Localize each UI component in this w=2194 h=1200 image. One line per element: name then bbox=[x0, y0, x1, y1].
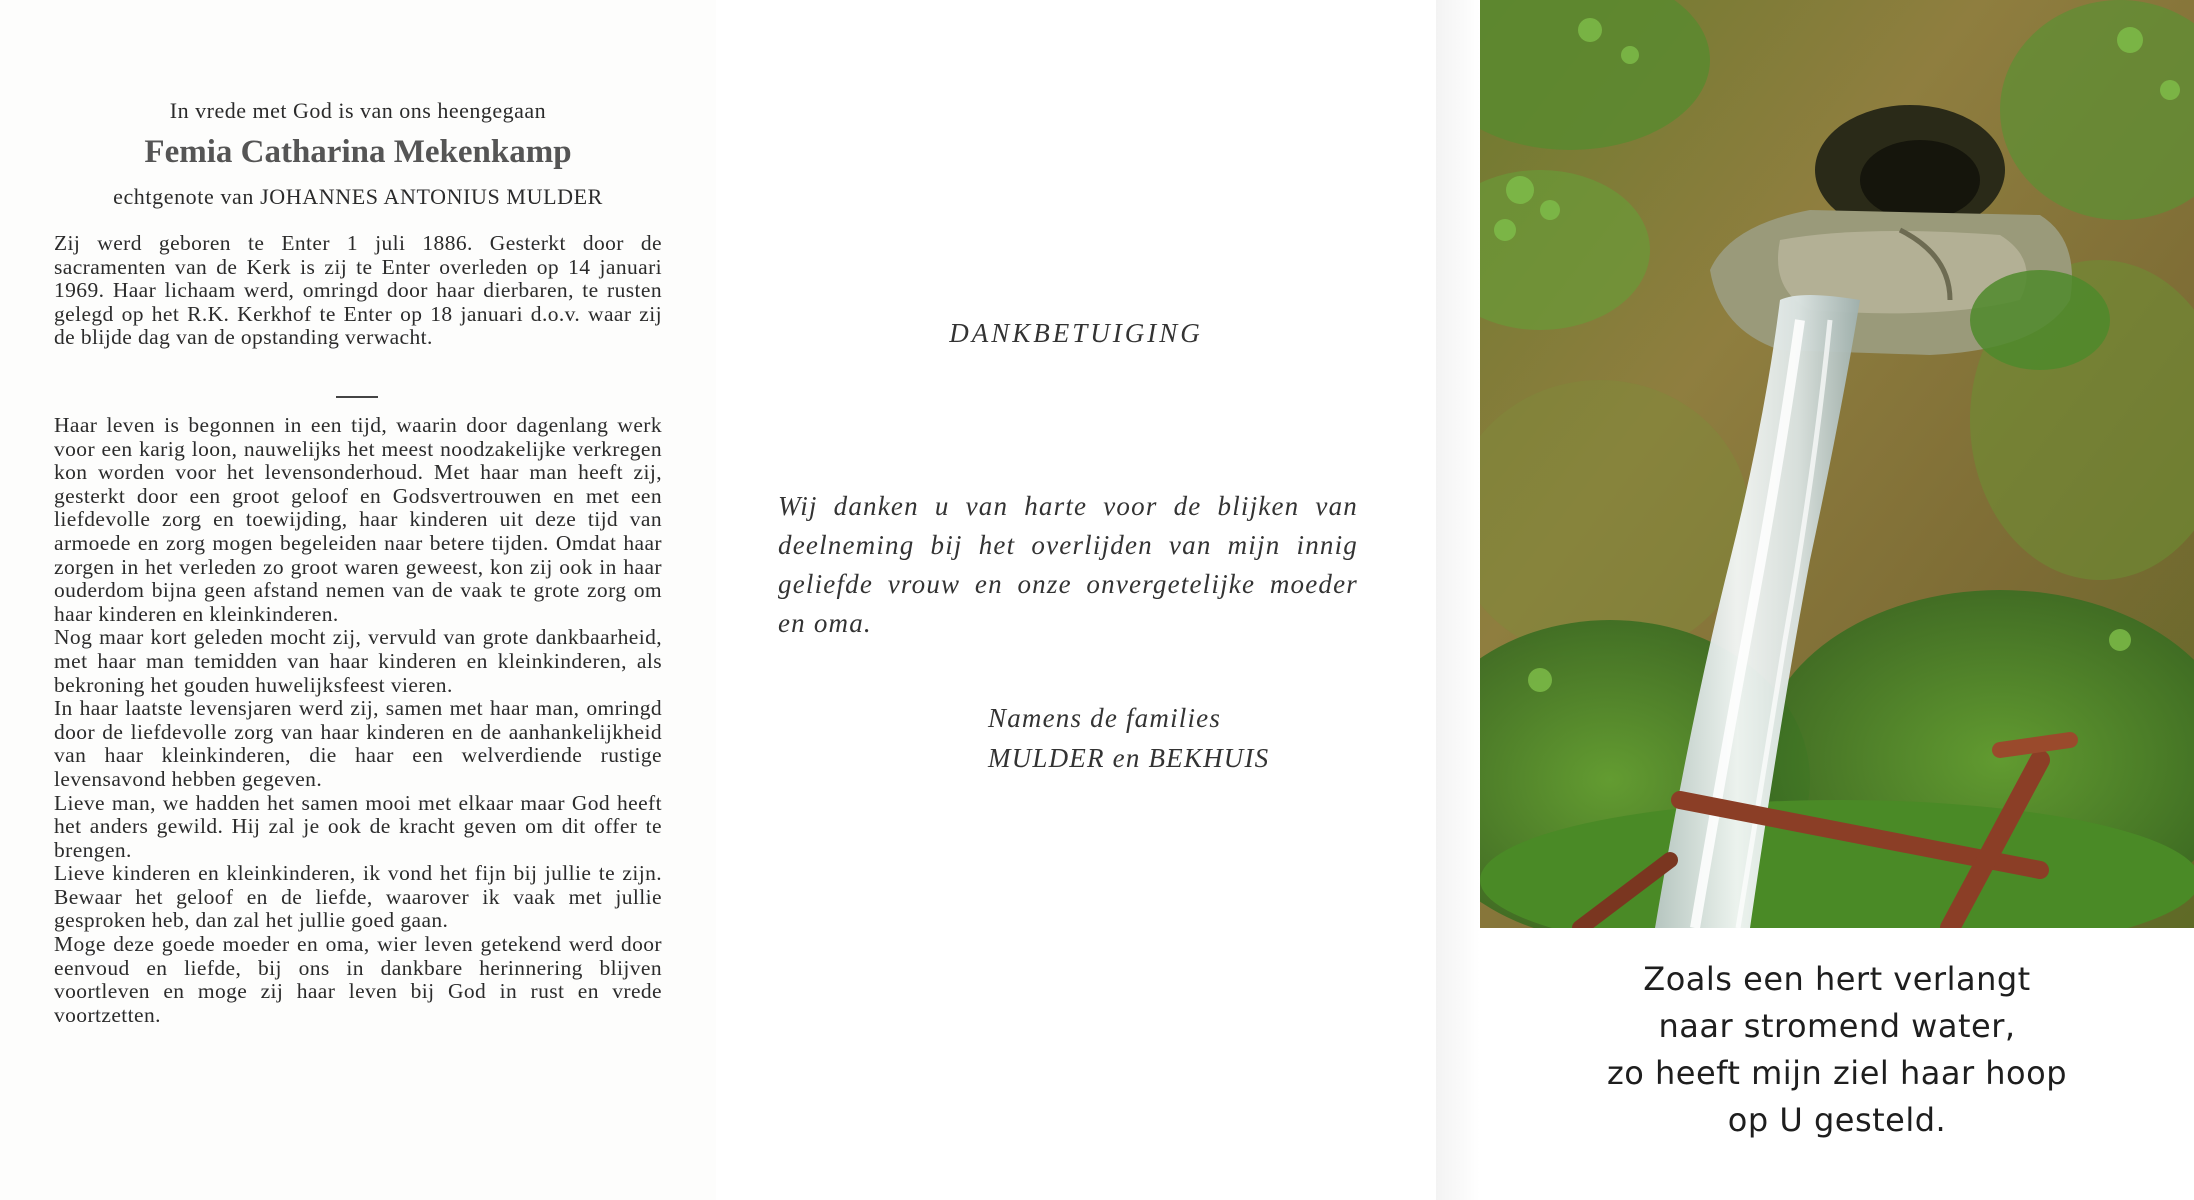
intro-line: In vrede met God is van ons heengegaan bbox=[169, 98, 547, 123]
life-paragraph: Haar leven is begonnen in een tijd, waarin door dagenlang werk voor een karig loon, nauwelijks het meest noodzakelijke verkregen kon worden voor het levensonderhoud. Met haar man heeft zij, gesterkt door een groot geloof en Godsvertrouwen en met een liefdevolle zorg en toewijding, haar kinderen uit deze tijd van armoede en zorg mogen begeleiden naar betere tijden. Omdat haar zorgen in het verleden zo groot waren geweest, kon zij ook in haar ouderdom bijna geen afstand nemen van de vaak te grote zorg om haar kinderen en kleinkinderen. bbox=[54, 413, 662, 626]
spouse-line: echtgenote van JOHANNES ANTONIUS MULDER bbox=[113, 184, 603, 209]
middle-page bbox=[716, 0, 1436, 1200]
right-page bbox=[1436, 0, 2194, 1200]
life-paragraph: Moge deze goede moeder en oma, wier leven getekend werd door eenvoud en liefde, bij ons in dankbare herinnering blijven voortleven en moge zij haar leven bij God in rust en vrede voortzetten. bbox=[54, 932, 662, 1027]
page-fold bbox=[1436, 0, 1480, 1200]
thanks-text: Wij danken u van harte voor de blijken van deelneming bij het overlijden van mijn innig geliefde vrouw en onze onvergetelijke moeder en oma. bbox=[778, 491, 1358, 638]
waterfall-photo bbox=[1480, 0, 2194, 928]
signature-line-1: Namens de families bbox=[988, 703, 1222, 733]
life-story bbox=[54, 414, 662, 1027]
signature-line-2: MULDER en BEKHUIS bbox=[988, 743, 1270, 773]
quote-line: zo heeft mijn ziel haar hoop bbox=[1606, 1054, 2068, 1092]
life-paragraph: Nog maar kort geleden mocht zij, vervuld van grote dankbaarheid, met haar man temidden van haar kinderen en kleinkinderen, als bekroning het gouden huwelijksfeest vieren. bbox=[54, 625, 662, 697]
quote-line: naar stromend water, bbox=[1658, 1007, 2016, 1045]
thanks-body bbox=[778, 487, 1358, 643]
birth-text: Zij werd geboren te Enter 1 juli 1886. Gesterkt door de sacramenten van de Kerk is zij te Enter overleden op 14 januari 1969. Haar lichaam werd, omringd door haar dierbaren, te rusten gelegd op het R.K. Kerkhof te Enter op 18 januari d.o.v. waar zij de blijde dag van de opstanding verwacht. bbox=[54, 231, 662, 350]
life-paragraph: Lieve man, we hadden het samen mooi met elkaar maar God heeft het anders gewild. Hij zal je ook de kracht geven om dit offer te brengen. bbox=[54, 790, 662, 862]
separator-rule bbox=[336, 396, 378, 398]
quote-line: op U gesteld. bbox=[1727, 1101, 1947, 1139]
life-paragraph: Lieve kinderen en kleinkinderen, ik vond het fijn bij jullie te zijn. Bewaar het geloof en de liefde, waarover ik vaak met jullie gesproken heb, dan zal het jullie goed gaan. bbox=[54, 861, 662, 933]
life-paragraph: In haar laatste levensjaren werd zij, samen met haar man, omringd door de liefdevolle zorg van haar kinderen en de aanhankelijkheid van haar kleinkinderen, die haar een welverdiende rustige levensavond hebben gegeven. bbox=[54, 696, 662, 791]
thanks-title: DANKBETUIGING bbox=[949, 318, 1203, 348]
deceased-name: Femia Catharina Mekenkamp bbox=[144, 134, 572, 170]
left-page bbox=[0, 0, 716, 1200]
quote-line: Zoals een hert verlangt bbox=[1643, 960, 2031, 998]
birth-paragraph bbox=[54, 232, 662, 350]
psalm-quote bbox=[1480, 956, 2194, 1144]
